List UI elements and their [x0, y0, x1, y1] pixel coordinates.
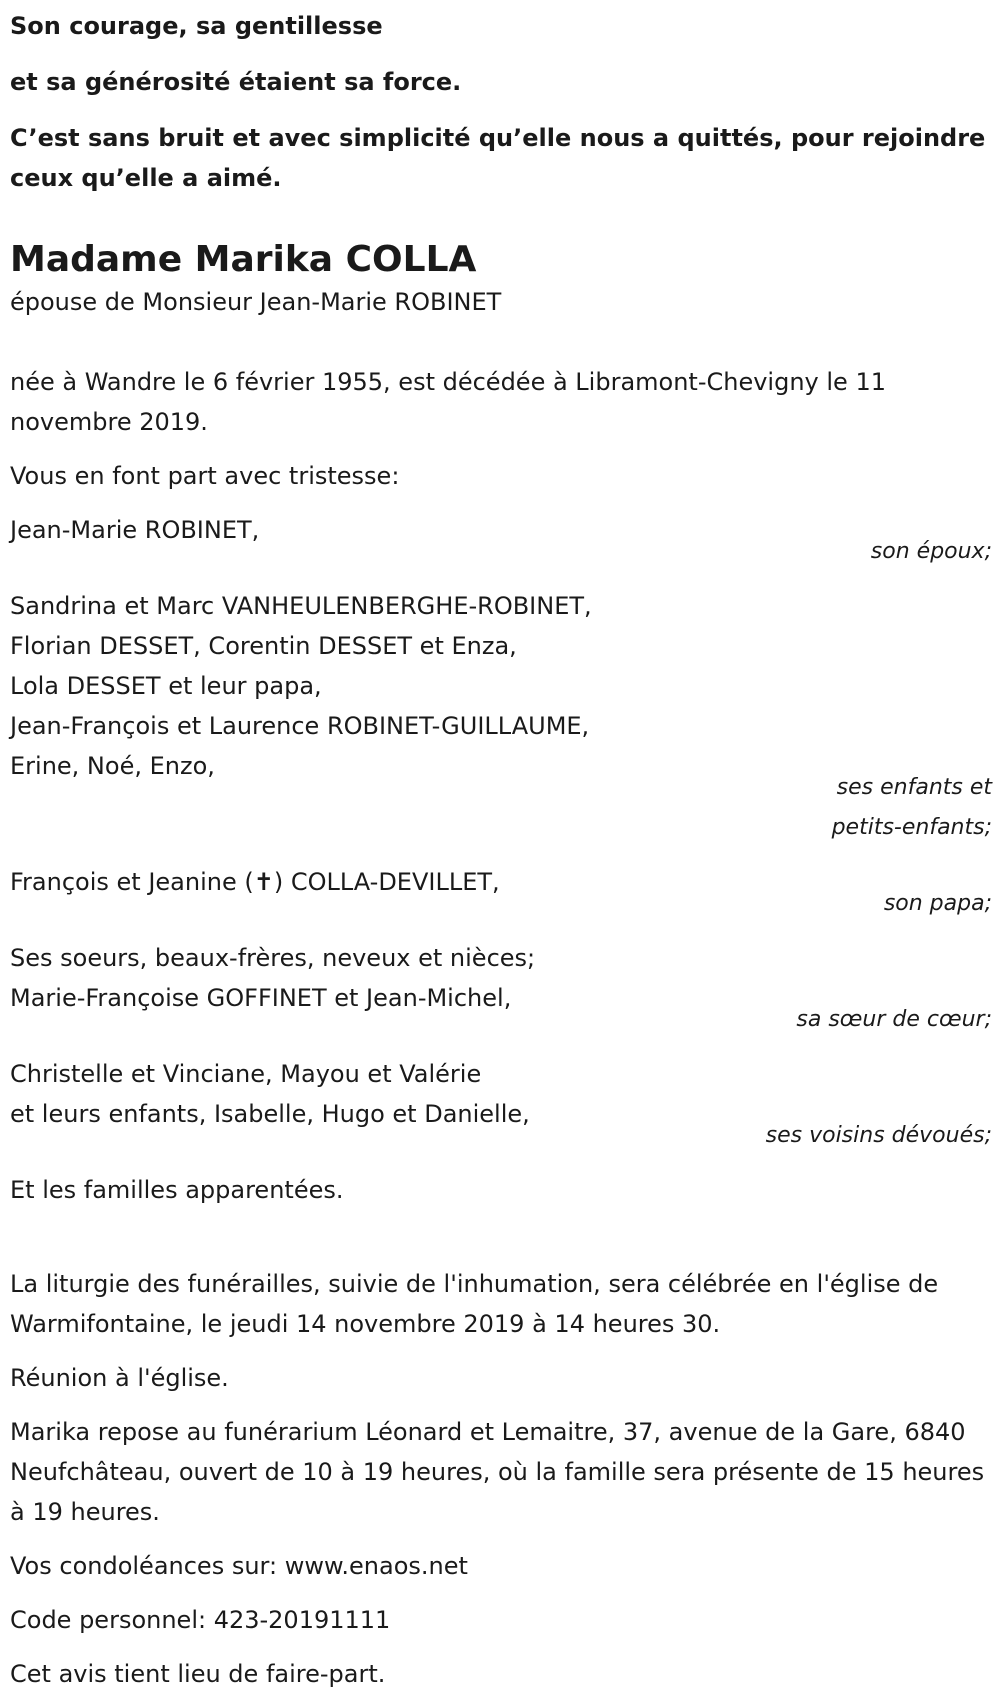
role-label: sa sœur de cœur;: [796, 1007, 992, 1032]
birth-death-text: née à Wandre le 6 février 1955, est décédée à Libramont-Chevigny le 11 novembre 2019.: [10, 368, 886, 436]
family-father-group: [10, 862, 992, 924]
family-siblings-group: [10, 938, 992, 1040]
family-children-group: [10, 586, 992, 848]
meeting-text: Réunion à l'église.: [10, 1364, 229, 1392]
liturgy-text: La liturgie des funérailles, suivie de l'inhumation, sera célébrée en l'église de Warmifontaine, le jeudi 14 novembre 2019 à 14 heures 30.: [10, 1270, 939, 1338]
family-line: François et Jeanine (✝) COLLA-DEVILLET,: [10, 868, 500, 896]
quote-line-1: Son courage, sa gentillesse: [10, 12, 383, 40]
family-line: Ses soeurs, beaux-frères, neveux et nièces;: [10, 944, 536, 972]
other-families: Et les familles apparentées.: [10, 1176, 344, 1204]
spouse-line: épouse de Monsieur Jean-Marie ROBINET: [10, 288, 502, 316]
personal-code-text: Code personnel: 423-20191111: [10, 1606, 391, 1634]
family-line: Erine, Noé, Enzo,: [10, 752, 215, 780]
family-line: Jean-Marie ROBINET,: [10, 516, 260, 544]
role-label: ses voisins dévoués;: [765, 1123, 992, 1148]
announce-text: Vous en font part avec tristesse:: [10, 462, 400, 490]
role-label: son papa;: [883, 891, 992, 916]
family-line: Marie-Françoise GOFFINET et Jean-Michel,: [10, 984, 512, 1012]
role-label: son époux;: [870, 539, 992, 564]
family-line: Florian DESSET, Corentin DESSET et Enza,: [10, 632, 517, 660]
role-label-line: ses enfants et: [836, 775, 992, 800]
funeral-home-text: Marika repose au funérarium Léonard et Lemaitre, 37, avenue de la Gare, 6840 Neufchâteau, ouvert de 10 à 19 heures, où la famille sera présente de 15 heures à 19 heures.: [10, 1418, 985, 1526]
quote-line-2: et sa générosité étaient sa force.: [10, 68, 462, 96]
notice-text: Cet avis tient lieu de faire-part.: [10, 1660, 386, 1688]
family-line: Jean-François et Laurence ROBINET-GUILLAUME,: [10, 712, 590, 740]
deceased-name: Madame Marika COLLA: [10, 239, 477, 280]
section-spacer: [10, 1224, 992, 1264]
quote-line-3: C’est sans bruit et avec simplicité qu’elle nous a quittés, pour rejoindre ceux qu’elle a aimé.: [10, 124, 986, 192]
family-neighbours-group: [10, 1054, 992, 1156]
family-line: et leurs enfants, Isabelle, Hugo et Danielle,: [10, 1100, 530, 1128]
obituary-notice: [10, 6, 992, 1708]
role-label-line: petits-enfants;: [831, 815, 992, 840]
family-spouse-group: [10, 510, 992, 572]
condolences-text: Vos condoléances sur: www.enaos.net: [10, 1552, 468, 1580]
family-line: Lola DESSET et leur papa,: [10, 672, 322, 700]
family-line: Sandrina et Marc VANHEULENBERGHE-ROBINET,: [10, 592, 592, 620]
family-line: Christelle et Vinciane, Mayou et Valérie: [10, 1060, 482, 1088]
